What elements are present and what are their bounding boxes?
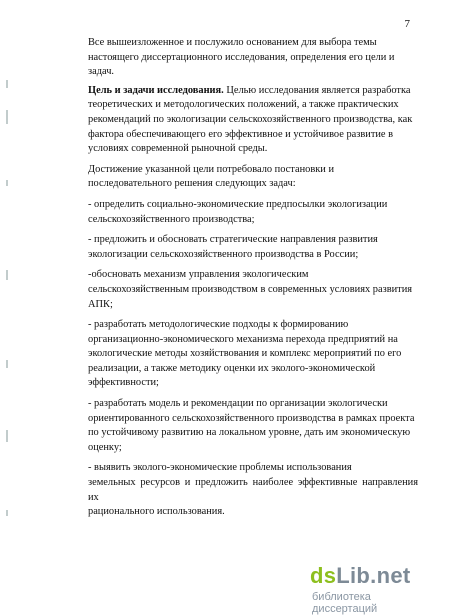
text-line: последовательного решения следующих задач: xyxy=(88,178,296,190)
text-line: ориентированного сельскохозяйственного производства в рамках проекта xyxy=(88,412,415,424)
text-line: организационно-экономического механизма перехода предприятий на xyxy=(88,333,398,345)
text-line: реализации, а также методику оценки их эколого-экономической xyxy=(88,362,376,374)
task-item xyxy=(88,318,418,391)
task-item xyxy=(88,461,418,519)
text-line: теоретических и методологических положений, а также практических xyxy=(88,99,399,111)
text-line: экологические методы хозяйствования и комплекс мероприятий по его xyxy=(88,348,402,360)
page-number: 7 xyxy=(404,18,410,30)
text-line: - разработать модель и рекомендации по организации экологически xyxy=(88,398,388,410)
document-body xyxy=(88,36,418,520)
task-item xyxy=(88,233,418,262)
text-line: эффективности; xyxy=(88,377,159,389)
task-item xyxy=(88,397,418,455)
text-line: условиях современной рыночной среды. xyxy=(88,143,268,155)
logo-lib: Lib xyxy=(336,563,371,588)
paragraph-tasks-intro xyxy=(88,163,418,192)
scan-edge-marks xyxy=(6,60,12,580)
text-line: Целью исследования является разработка xyxy=(223,84,411,96)
section-heading: Цель и задачи исследования. xyxy=(88,84,224,96)
text-line: оценку; xyxy=(88,441,122,453)
text-line: сельскохозяйственным производством в современных условиях развития xyxy=(88,283,413,295)
text-line: рекомендаций по экологизации сельскохозяйственного производства, как xyxy=(88,113,413,125)
text-line: экологизации сельскохозяйственного производства в России; xyxy=(88,248,359,260)
task-item xyxy=(88,268,418,312)
task-item xyxy=(88,198,418,227)
text-line: земельных ресурсов и предложить наиболее эффективные направления их xyxy=(88,477,418,503)
watermark-subtitle: библиотека диссертаций xyxy=(312,591,378,615)
text-line: -обосновать механизм управления экологическим xyxy=(88,269,309,281)
text-line: рационального использования. xyxy=(88,506,225,518)
text-line: - разработать методологические подходы к формированию xyxy=(88,319,349,331)
paragraph-goal xyxy=(88,84,418,157)
text-line: - определить социально-экономические предпосылки экологизации xyxy=(88,198,388,210)
text-line: АПК; xyxy=(88,298,113,310)
text-line: Достижение указанной цели потребовало постановки и xyxy=(88,163,335,175)
logo-ds: ds xyxy=(310,563,337,588)
paragraph-intro xyxy=(88,36,418,80)
text-line: фактора обеспечивающего его эффективное и устойчивое развитие в xyxy=(88,128,394,140)
text-line: - выявить эколого-экономические проблемы использования xyxy=(88,462,352,474)
text-line: сельскохозяйственного производства; xyxy=(88,213,255,225)
text-line: по устойчивому развитию на локальном уровне, дать им экономическую xyxy=(88,427,411,439)
logo-net: .net xyxy=(370,563,411,588)
text-line: Все вышеизложенное и послужило основанием для выбора темы xyxy=(88,37,377,48)
dslib-watermark xyxy=(310,563,438,615)
text-line: настоящего диссертационного исследования, определения его цели и задач. xyxy=(88,51,395,78)
dslib-logo xyxy=(310,563,410,589)
text-line: - предложить и обосновать стратегические направления развития xyxy=(88,234,378,246)
